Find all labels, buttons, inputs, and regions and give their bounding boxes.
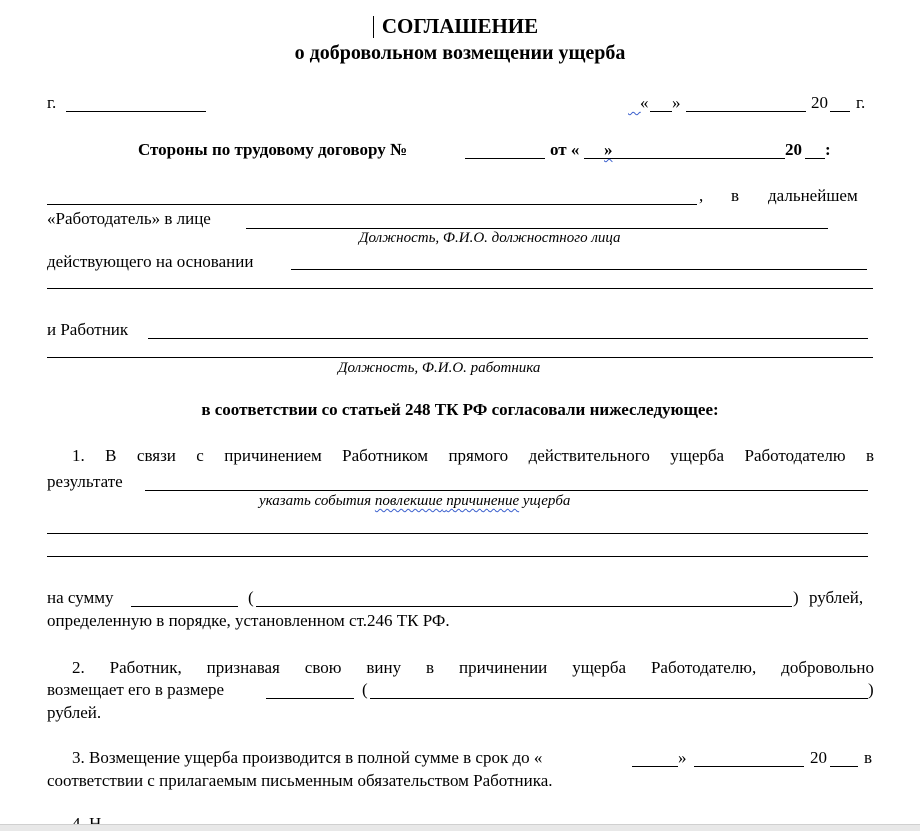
worker-blank-2[interactable] [47, 357, 873, 358]
clause-1-sum-words-blank[interactable] [256, 606, 792, 607]
month-blank[interactable] [686, 111, 806, 112]
parties-from: от « [550, 140, 580, 159]
document-title: СОГЛАШЕНИЕ [381, 14, 539, 38]
clause-2-line-2: возмещает его в размере [47, 680, 225, 699]
clause-2-rubles: рублей. [47, 703, 102, 722]
contract-day-blank[interactable] [584, 158, 620, 159]
clause-1-sum-blank[interactable] [131, 606, 238, 607]
employer-name-blank[interactable] [47, 204, 697, 205]
acting-basis-label: действующего на основании [47, 252, 254, 271]
clause-3-in: в [864, 748, 873, 767]
clause-1-event-blank-2[interactable] [47, 533, 868, 534]
year-blank[interactable] [830, 111, 850, 112]
acting-basis-blank[interactable] [291, 269, 867, 270]
clause-2-amount-blank[interactable] [266, 698, 354, 699]
employer-in-person: «Работодатель» в лице [47, 209, 211, 228]
clause-3-year-blank[interactable] [830, 766, 858, 767]
employer-position-hint: Должность, Ф.И.О. должностного лица [359, 230, 621, 246]
clause-1-event-blank[interactable] [145, 490, 868, 491]
employer-representative-blank[interactable] [246, 228, 828, 229]
parties-quote-close: » [604, 140, 613, 159]
day-blank[interactable] [650, 111, 672, 112]
clause-3-line-2: соответствии с прилагаемым письменным обязательством Работника. [47, 771, 553, 790]
employer-further: дальнейшем [768, 186, 858, 205]
parties-colon: : [825, 140, 831, 159]
clause-1-result: результате [47, 472, 123, 491]
agreed-heading: в соответствии со статьей 248 ТК РФ согласовали нижеследующее: [201, 400, 719, 419]
city-label: г. [47, 93, 57, 112]
employer-comma: , [699, 186, 704, 205]
clause-3-line-1: 3. Возмещение ущерба производится в полной сумме в срок до « [72, 748, 543, 767]
clause-1-event-hint: указать события повлекшие причинение ущерба [259, 493, 571, 509]
clause-3-month-blank[interactable] [694, 766, 804, 767]
worker-label: и Работник [47, 320, 129, 339]
worker-position-hint: Должность, Ф.И.О. работника [338, 360, 541, 376]
clause-1-determined: определенную в порядке, установленном ст.246 ТК РФ. [47, 611, 450, 630]
date-quote-open: « [640, 93, 649, 112]
worker-blank[interactable] [148, 338, 868, 339]
city-blank[interactable] [66, 111, 206, 112]
clause-2-line-1: 2. Работник, признавая свою вину в причинении ущерба Работодателю, добровольно [72, 658, 874, 677]
date-quote-close: » [672, 93, 681, 112]
clause-3-quote-close: » [678, 748, 687, 767]
clause-1-paren-close: ) [793, 588, 799, 607]
year-suffix: г. [856, 93, 866, 112]
clause-2-paren-open: ( [362, 680, 368, 699]
contract-month-blank[interactable] [620, 158, 785, 159]
clause-3-day-blank[interactable] [632, 766, 678, 767]
clause-3-year: 20 [810, 748, 827, 767]
clause-1-rubles: рублей, [809, 588, 864, 607]
parties-year: 20 [785, 140, 802, 159]
year-prefix: 20 [811, 93, 828, 112]
employer-in: в [731, 186, 740, 205]
clause-1-sum-label: на сумму [47, 588, 114, 607]
document-subtitle: о добровольном возмещении ущерба [294, 42, 626, 64]
clause-2-paren-close: ) [868, 680, 874, 699]
date-open-quote [628, 93, 641, 113]
clause-1-line-1: 1. В связи с причинением Работником прямого действительного ущерба Работодателю в [72, 446, 874, 465]
contract-number-blank[interactable] [465, 158, 545, 159]
clause-1-paren-open: ( [248, 588, 254, 607]
acting-basis-blank-2[interactable] [47, 288, 873, 289]
contract-year-blank[interactable] [805, 158, 825, 159]
clause-2-amount-words-blank[interactable] [370, 698, 868, 699]
parties-label: Стороны по трудовому договору № [138, 140, 408, 159]
clause-1-event-blank-3[interactable] [47, 556, 868, 557]
